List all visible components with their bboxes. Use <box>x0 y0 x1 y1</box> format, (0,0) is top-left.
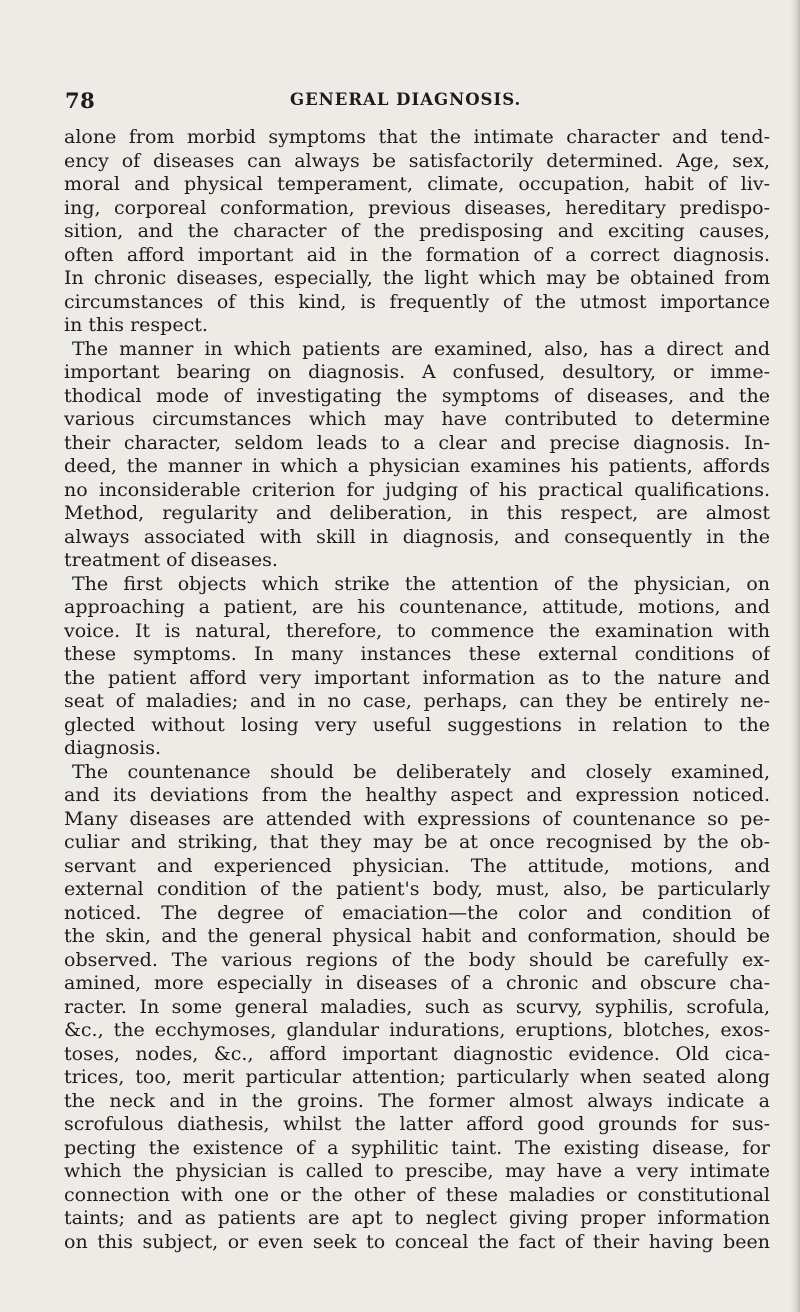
text-line: The manner in which patients are examined, also, has a direct and <box>72 337 770 360</box>
text-line: ing, corporeal conformation, previous diseases, hereditary predispo- <box>64 196 770 219</box>
text-line: important bearing on diagnosis. A confused, desultory, or imme- <box>64 361 770 383</box>
text-line: moral and physical temperament, climate, occupation, habit of liv- <box>64 173 770 195</box>
text-line: The first objects which strike the attention of the physician, on <box>72 572 770 595</box>
running-title: GENERAL DIAGNOSIS. <box>290 90 522 109</box>
text-line: glected without losing very useful suggestions in relation to the <box>64 713 770 736</box>
text-line: the neck and in the groins. The former almost always indicate a <box>64 1089 770 1112</box>
text-line: various circumstances which may have contributed to determine <box>64 408 770 430</box>
text-line: racter. In some general maladies, such as scurvy, syphilis, scrofula, <box>64 995 770 1018</box>
text-line: on this subject, or even seek to conceal the fact of their having been <box>64 1230 770 1253</box>
text-line: Method, regularity and deliberation, in this respect, are almost <box>64 502 770 524</box>
text-line: &c., the ecchymoses, glandular indurations, eruptions, blotches, exos- <box>64 1019 770 1041</box>
text-line: servant and experienced physician. The attitude, motions, and <box>64 854 770 877</box>
text-line: voice. It is natural, therefore, to commence the examination with <box>64 619 770 642</box>
text-line: the skin, and the general physical habit and conformation, should be <box>64 925 770 947</box>
body-text <box>64 126 770 1254</box>
text-line: their character, seldom leads to a clear and precise diagnosis. In- <box>64 431 770 454</box>
text-line: often afford important aid in the formation of a correct diagnosis. <box>64 243 770 266</box>
text-line: taints; and as patients are apt to neglect giving proper information <box>64 1207 770 1229</box>
text-line: which the physician is called to prescibe, may have a very intimate <box>64 1160 770 1182</box>
text-line: external condition of the patient's body, must, also, be particularly <box>64 878 770 900</box>
text-line: alone from morbid symptoms that the intimate character and tend- <box>64 126 770 148</box>
text-line: thodical mode of investigating the symptoms of diseases, and the <box>64 384 770 407</box>
text-line: Many diseases are attended with expressions of countenance so pe- <box>64 807 770 830</box>
text-line: treatment of diseases. <box>64 549 278 571</box>
text-line: always associated with skill in diagnosis, and consequently in the <box>64 525 770 548</box>
text-line: trices, too, merit particular attention; particularly when seated along <box>64 1066 770 1088</box>
text-line: observed. The various regions of the body should be carefully ex- <box>64 948 770 971</box>
text-line: these symptoms. In many instances these external conditions of <box>64 643 770 665</box>
text-line: scrofulous diathesis, whilst the latter afford good grounds for sus- <box>64 1113 770 1135</box>
text-line: pecting the existence of a syphilitic taint. The existing disease, for <box>64 1136 770 1159</box>
text-line: no inconsiderable criterion for judging of his practical qualifications. <box>64 478 770 501</box>
text-line: noticed. The degree of emaciation—the color and condition of <box>64 901 770 924</box>
text-line: amined, more especially in diseases of a chronic and obscure cha- <box>64 972 770 994</box>
text-line: sition, and the character of the predisposing and exciting causes, <box>64 220 770 242</box>
text-line: In chronic diseases, especially, the light which may be obtained from <box>64 267 770 289</box>
running-head <box>0 88 800 114</box>
text-line: connection with one or the other of these maladies or constitutional <box>64 1183 770 1206</box>
text-line: circumstances of this kind, is frequently of the utmost importance <box>64 290 770 313</box>
text-line: The countenance should be deliberately and closely examined, <box>72 760 770 783</box>
page-number: 78 <box>65 88 96 113</box>
text-line: toses, nodes, &c., afford important diagnostic evidence. Old cica- <box>64 1042 770 1065</box>
text-line: approaching a patient, are his countenance, attitude, motions, and <box>64 596 770 618</box>
text-line: deed, the manner in which a physician examines his patients, affords <box>64 455 770 477</box>
text-line: the patient afford very important information as to the nature and <box>64 666 770 689</box>
text-line: seat of maladies; and in no case, perhaps, can they be entirely ne- <box>64 690 770 712</box>
text-line: culiar and striking, that they may be at once recognised by the ob- <box>64 831 770 853</box>
text-line: and its deviations from the healthy aspect and expression noticed. <box>64 784 770 806</box>
text-line: in this respect. <box>64 314 208 336</box>
text-line: ency of diseases can always be satisfactorily determined. Age, sex, <box>64 149 770 172</box>
text-line: diagnosis. <box>64 737 162 759</box>
